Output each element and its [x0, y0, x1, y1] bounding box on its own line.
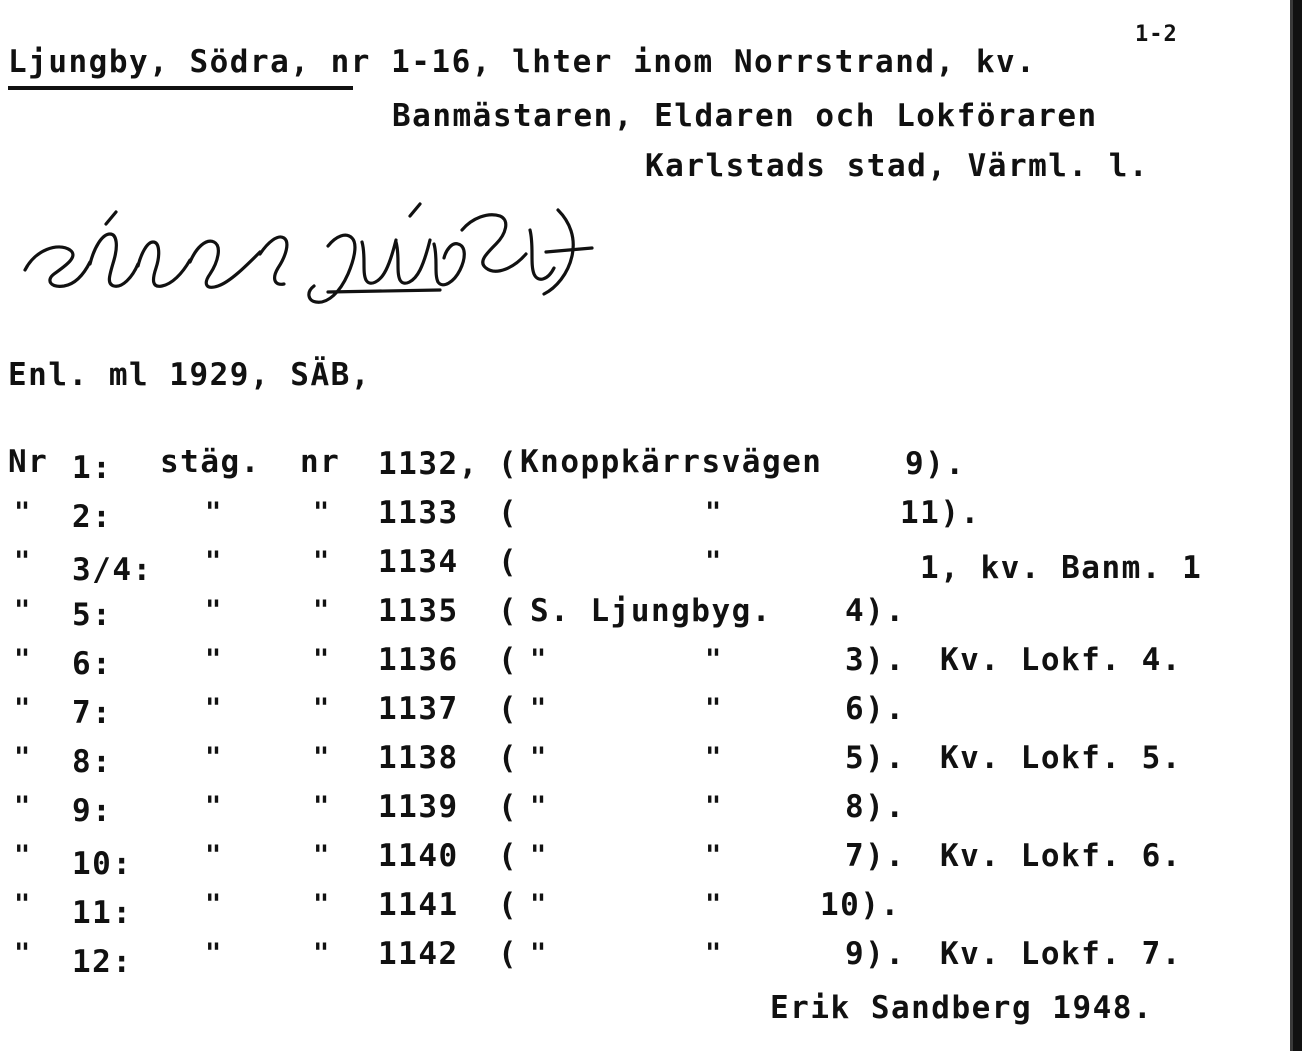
list-item [0, 542, 1203, 590]
row-stadsnr: 1139 [378, 789, 459, 825]
row-stadsnr: 1134 [378, 544, 459, 580]
row-paren: ( [498, 740, 519, 776]
row-number: 2: [72, 499, 113, 535]
row-ditto-3: " [705, 644, 723, 675]
row-prefix: " [14, 791, 32, 822]
row-number: 10: [72, 846, 133, 882]
row-ditto-2: " [313, 546, 331, 577]
source-note: Enl. ml 1929, SÄB, [8, 357, 371, 393]
row-number: 8: [72, 744, 113, 780]
row-number: 3/4: [72, 552, 153, 588]
row-stadsnr: 1136 [378, 642, 459, 678]
row-prefix: " [14, 546, 32, 577]
list-item [0, 444, 966, 492]
row-stadsnr: 1132, [378, 446, 479, 482]
row-ditto-2: " [313, 644, 331, 675]
row-ditto-2: " [313, 693, 331, 724]
list-item [0, 934, 1182, 982]
page-title: Ljungby, Södra, nr 1-16, lhter inom Norrstrand, kv. [8, 44, 1037, 80]
row-house-number: 8). [845, 789, 906, 825]
row-paren: ( [498, 642, 519, 678]
row-ditto-2: " [313, 791, 331, 822]
row-prefix: " [14, 644, 32, 675]
list-item [0, 689, 906, 737]
title-line-2: Banmästaren, Eldaren och Lokföraren [392, 98, 1098, 134]
row-number: 1: [72, 450, 113, 486]
row-prefix: " [14, 742, 32, 773]
row-number: 9: [72, 793, 113, 829]
row-ditto-2: " [313, 742, 331, 773]
row-prefix: " [14, 693, 32, 724]
row-paren: ( [498, 887, 519, 923]
list-item [0, 787, 906, 835]
row-ditto-inner: " [530, 938, 548, 969]
list-item [0, 493, 981, 541]
row-ditto-1: " [205, 742, 223, 773]
row-prefix: Nr [8, 444, 49, 480]
row-ditto-3: " [705, 791, 723, 822]
row-paren: ( [498, 593, 519, 629]
row-ditto-2: " [313, 840, 331, 871]
row-ditto-1: " [205, 840, 223, 871]
row-paren: ( [498, 838, 519, 874]
list-item [0, 836, 1182, 884]
row-block-note: Kv. Lokf. 6. [940, 838, 1182, 874]
row-paren: ( [498, 789, 519, 825]
list-item [0, 738, 1182, 786]
row-ditto-inner: " [530, 742, 548, 773]
row-house-number: 4). [845, 593, 906, 629]
row-stadsnr: 1138 [378, 740, 459, 776]
row-ditto-3: " [705, 742, 723, 773]
row-ditto-1: " [205, 497, 223, 528]
row-block-note: Kv. Lokf. 7. [940, 936, 1182, 972]
row-number: 6: [72, 646, 113, 682]
row-ditto-3: " [705, 938, 723, 969]
row-paren: ( [498, 691, 519, 727]
row-ditto-1: " [205, 791, 223, 822]
row-ditto-1: " [205, 938, 223, 969]
row-house-number: 9). [845, 936, 906, 972]
title-superscript: 1-2 [1135, 22, 1178, 47]
row-house-number: 11). [900, 495, 981, 531]
row-ditto-3: " [705, 546, 723, 577]
title-underline [8, 86, 353, 90]
row-prefix: " [14, 938, 32, 969]
row-number: 11: [72, 895, 133, 931]
row-paren: ( [498, 446, 519, 482]
row-paren: ( [498, 495, 519, 531]
row-prefix: " [14, 889, 32, 920]
row-prefix: " [14, 497, 32, 528]
row-stadsnr: 1140 [378, 838, 459, 874]
row-ditto-1: " [205, 889, 223, 920]
handwritten-annotation [10, 190, 620, 310]
list-item [0, 885, 901, 933]
title-line-3: Karlstads stad, Värml. l. [645, 148, 1150, 184]
row-number: 12: [72, 944, 133, 980]
scan-edge-light [1290, 0, 1293, 1051]
row-ditto-3: " [705, 840, 723, 871]
row-ditto-2: " [313, 889, 331, 920]
list-item [0, 640, 1182, 688]
row-block-note: Kv. Lokf. 4. [940, 642, 1182, 678]
row-prefix: " [14, 840, 32, 871]
row-ditto-inner: " [530, 644, 548, 675]
row-paren: ( [498, 936, 519, 972]
row-prefix: " [14, 595, 32, 626]
row-ditto-3: " [705, 889, 723, 920]
row-ditto-inner: " [530, 840, 548, 871]
row-house-number: 1, kv. Banm. 1 [920, 550, 1203, 586]
row-house-number: 6). [845, 691, 906, 727]
row-ditto-2: nr [300, 444, 341, 480]
row-stadsnr: 1141 [378, 887, 459, 923]
row-address: S. Ljungbyg. [530, 593, 772, 629]
row-stadsnr: 1142 [378, 936, 459, 972]
row-ditto-1: " [205, 693, 223, 724]
row-ditto-2: " [313, 938, 331, 969]
row-ditto-inner: " [530, 693, 548, 724]
row-stadsnr: 1137 [378, 691, 459, 727]
row-ditto-3: " [705, 693, 723, 724]
row-ditto-inner: " [530, 791, 548, 822]
row-ditto-1: " [205, 595, 223, 626]
row-ditto-3: " [705, 497, 723, 528]
row-stadsnr: 1133 [378, 495, 459, 531]
row-block-note: Kv. Lokf. 5. [940, 740, 1182, 776]
row-house-number: 7). [845, 838, 906, 874]
row-address: Knoppkärrsvägen [520, 444, 823, 480]
row-ditto-1: " [205, 644, 223, 675]
row-ditto-2: " [313, 497, 331, 528]
list-item [0, 591, 906, 639]
signature-line: Erik Sandberg 1948. [770, 990, 1154, 1026]
row-house-number: 10). [820, 887, 901, 923]
row-number: 5: [72, 597, 113, 633]
row-stadsnr: 1135 [378, 593, 459, 629]
row-ditto-2: " [313, 595, 331, 626]
row-house-number: 3). [845, 642, 906, 678]
row-number: 7: [72, 695, 113, 731]
row-house-number: 9). [905, 446, 966, 482]
row-ditto-1: stäg. [160, 444, 261, 480]
row-ditto-1: " [205, 546, 223, 577]
row-house-number: 5). [845, 740, 906, 776]
row-ditto-inner: " [530, 889, 548, 920]
row-paren: ( [498, 544, 519, 580]
scan-edge-dark [1293, 0, 1302, 1051]
